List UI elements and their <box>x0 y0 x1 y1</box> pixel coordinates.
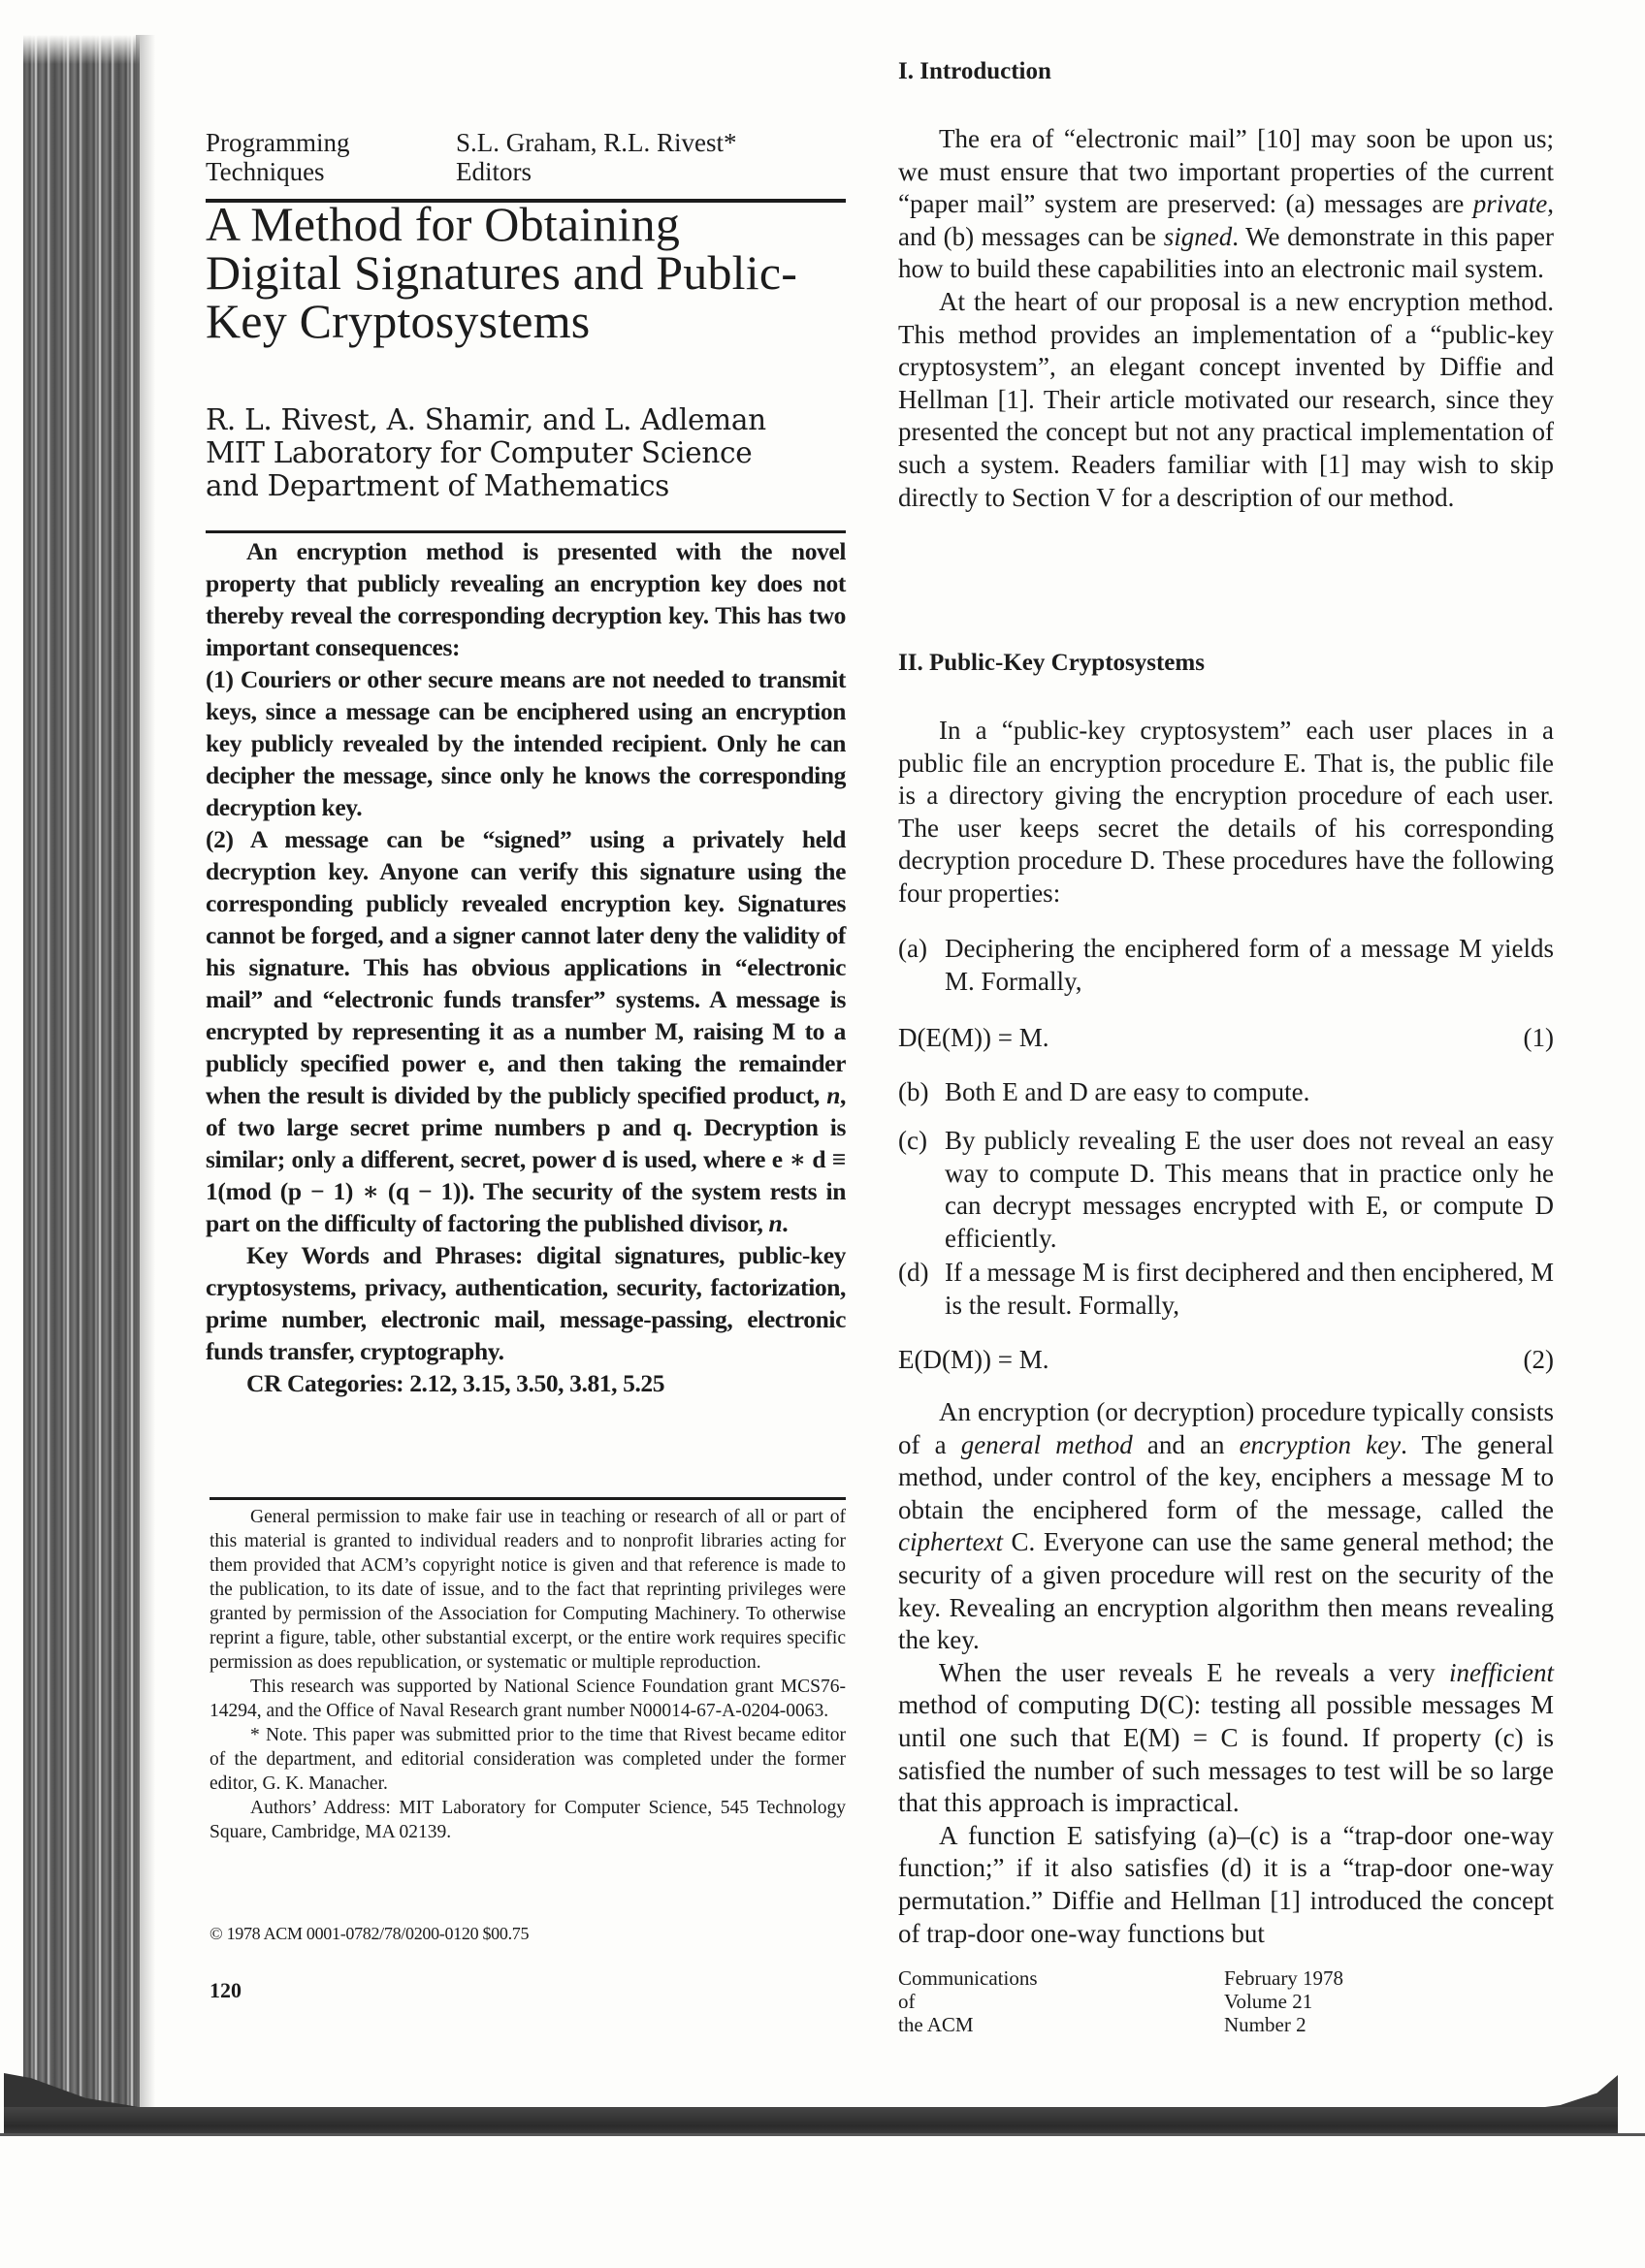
authors-address: Authors’ Address: MIT Laboratory for Computer Science, 545 Technology Square, Cambridge, MA 02139. <box>210 1798 846 1842</box>
section2-paragraph-1: In a “public-key cryptosystem” each user places in a public file an encryption procedure E. That is, the public file is a directory giving the encryption procedure of each user. The user keeps secret the details of his corresponding decryption procedure D. These procedures have the following four properties: <box>898 716 1554 908</box>
paper-title: A Method for Obtaining Digital Signatures and Public- Key Cryptosystems <box>206 197 798 348</box>
affiliation-1: MIT Laboratory for Computer Science <box>206 436 753 469</box>
author-names: R. L. Rivest, A. Shamir, and L. Adleman <box>206 403 766 436</box>
page-number: 120 <box>210 1978 242 2002</box>
equation-number-2: (2) <box>1523 1345 1554 1374</box>
funding-notice: This research was supported by National Science Foundation grant MCS76-14294, and the Office of Naval Research grant number N00014-67-A-0204-0063. <box>210 1677 846 1721</box>
editors-label: S.L. Graham, R.L. Rivest* Editors <box>456 128 737 186</box>
issue-info: February 1978 Volume 21 Number 2 <box>1224 1966 1344 2036</box>
abstract-intro: An encryption method is presented with the novel property that publicly revealing an encryption key does not thereby reveal the corresponding decryption key. This has two important consequences: <box>206 537 846 661</box>
affiliation-2: and Department of Mathematics <box>206 469 670 502</box>
cr-categories: CR Categories: 2.12, 3.15, 3.50, 3.81, 5.25 <box>246 1369 665 1397</box>
intro-paragraph-2: At the heart of our proposal is a new encryption method. This method provides an implementation of a “public-key cryptosystem”, an elegant concept invented by Diffie and Hellman [1]. Their article motivated our research, since they presented the concept but not any practical implementation of such a system. Readers familiar with [1] may wish to skip directly to Section V for a description of our method. <box>898 286 1554 512</box>
abstract-rule <box>206 530 846 533</box>
equation-1: D(E(M)) = M. (1) <box>898 1023 1554 1052</box>
keywords: Key Words and Phrases: digital signatures, public-key cryptosystems, privacy, authentication, security, factorization, prime number, electronic mail, message-passing, electronic funds transfer, cryptography. <box>206 1241 846 1365</box>
binding-shadow-fade <box>136 35 155 2134</box>
abstract <box>206 535 846 1399</box>
section-heading-public-key: II. Public-Key Cryptosystems <box>898 650 1205 676</box>
section2-intro <box>898 715 1554 910</box>
binding-shadow <box>23 35 140 2134</box>
footnotes <box>210 1505 846 1844</box>
property-c: (c) By publicly revealing E the user does not reveal an easy way to compute D. This means that in practice only he can decrypt messages encrypted with E, or compute D efficiently. <box>898 1126 1554 1253</box>
editor-note: * Note. This paper was submitted prior to the time that Rivest became editor of the department, and editorial consideration was completed under the former editor, G. K. Manacher. <box>210 1725 846 1794</box>
property-a: (a) Deciphering the enciphered form of a message M yields M. Formally, <box>898 934 1554 996</box>
introduction-body <box>898 123 1554 514</box>
section2-paragraph-3: When the user reveals E he reveals a very inefficient method of computing D(C): testing all possible messages M until one such that E(M) = C is found. If property (c) is satisfied the number of such messages to test will be so large that this approach is impractical. <box>898 1657 1554 1818</box>
abstract-point-1: (1) Couriers or other secure means are not needed to transmit keys, since a message can be enciphered using an encryption key publicly revealed by the intended recipient. Only he can decipher the message, since only he knows the corresponding decryption key. <box>206 665 846 821</box>
copyright-line: © 1978 ACM 0001-0782/78/0200-0120 $00.75 <box>210 1924 530 1943</box>
section2-paragraph-4: A function E satisfying (a)–(c) is a “trap-door one-way function;” if it also satisfies (d) it is a “trap-door one-way permutation.” Diffie and Hellman [1] introduced the concept of trap-door one-way functions but <box>898 1820 1554 1948</box>
abstract-point-2: (2) A message can be “signed” using a privately held decryption key. Anyone can verify this signature using the corresponding publicly revealed encryption key. Signatures cannot be forged, and a signer cannot later deny the validity of his signature. This has obvious applications in “electronic mail” and “electronic funds transfer” systems. A message is encrypted by representing it as a number M, raising M to a publicly specified power e, and then taking the remainder when the result is divided by the publicly specified product, n, of two large secret prime numbers p and q. Decryption is similar; only a different, secret, power d is used, where e ∗ d ≡ 1(mod (p − 1) ∗ (q − 1)). The security of the system rests in part on the difficulty of factoring the published divisor, n. <box>206 825 846 1237</box>
scan-bottom-band <box>4 2107 1618 2134</box>
intro-paragraph-1: The era of “electronic mail” [10] may soon be upon us; we must ensure that two important properties of the current “paper mail” system are preserved: (a) messages are private, and (b) messages can be signed. We demonstrate in this paper how to build these capabilities into an electronic mail system. <box>898 124 1554 284</box>
scan-bottom-edge <box>0 2133 1645 2136</box>
section-heading-introduction: I. Introduction <box>898 58 1051 84</box>
author-block <box>206 403 865 502</box>
property-d: (d) If a message M is first deciphered and then enciphered, M is the result. Formally, <box>898 1258 1554 1320</box>
footnote-rule <box>210 1497 846 1500</box>
department-label: Programming Techniques <box>206 128 350 186</box>
permission-notice: General permission to make fair use in teaching or research of all or part of this material is granted to individual readers and to nonprofit libraries acting for them provided that ACM’s copyright notice is given and that reference is made to the publication, to its date of issue, and to the fact that reprinting privileges were granted by permission of the Association for Computing Machinery. To otherwise reprint a figure, table, other substantial excerpt, or the entire work requires specific permission as does republication, or systematic or multiple reproduction. <box>210 1507 846 1673</box>
section2-paragraph-2: An encryption (or decryption) procedure typically consists of a general method and an encryption key. The general method, under control of the key, enciphers a message M to obtain the enciphered form of the message, called the ciphertext C. Everyone can use the same general method; the security of a given procedure will rest on the security of the key. Revealing an encryption algorithm then means revealing the key. <box>898 1397 1555 1655</box>
equation-number-1: (1) <box>1523 1023 1554 1052</box>
equation-2: E(D(M)) = M. (2) <box>898 1345 1554 1374</box>
journal-name: Communications of the ACM <box>898 1966 1038 2036</box>
property-b: (b) Both E and D are easy to compute. <box>898 1077 1310 1106</box>
section2-body <box>898 1396 1554 1950</box>
